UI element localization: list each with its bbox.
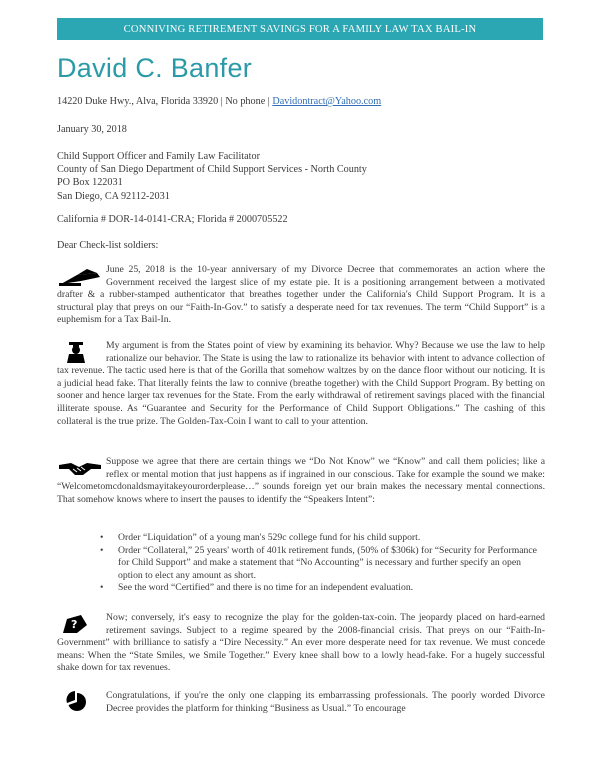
paragraph-text: Congratulations, if you're the only one clapping its embarrassing professionals. The poorly worded Divorce Decree provides the platform for thinking “Business as Usual.” To encourage bbox=[106, 690, 545, 714]
paragraph-text: My argument is from the States point of view by examining its behavior. Why? Because we use the law to help rationalize our behavior. The State is using the law to rationalize its behavior with intent to advance collection of tax revenue. The tactic used here is that of the Gorilla that somehow waltzes by on the dance floor without our noticing. It is a judicial head fake. That literally feints the law to connive (breathe together) with the Child Support Program. By betting on sooner and hence larger tax revenues for the State. From the early withdrawal of retirement savings placed with the financial illiterate spouse. As “Guarantee and Security for the Performance of Child Support Obligations.” The cashing of this collateral is the true prize. The Golden-Tax-Coin I want to call to your attention. bbox=[57, 340, 545, 427]
handshake-icon bbox=[57, 457, 103, 479]
author-address: 14220 Duke Hwy., Alva, Florida 33920 | No phone | bbox=[57, 96, 273, 107]
pie-chart-icon bbox=[57, 691, 103, 713]
question-icon bbox=[57, 613, 103, 635]
judge-icon bbox=[57, 341, 103, 363]
recipient-line: Child Support Officer and Family Law Facilitator bbox=[57, 151, 260, 162]
recipient-line: San Diego, CA 92112-2031 bbox=[57, 190, 170, 202]
gavel-icon bbox=[57, 265, 103, 287]
list-item: • Order “Liquidation” of a young man's 529c college fund for his child support. bbox=[118, 532, 544, 545]
paragraph-text: June 25, 2018 is the 10-year anniversary of my Divorce Decree that commemorates an action where the Government received the largest slice of my estate pie. It is a positioning arrangement between a motivated drafter & a rubber-stamped authenticator that breathes together under the California's Child Support Program. It is a structural play that preys on our “Faith-In-Gov.” to satisfy a desperate need for tax revenues. The term “Child Support” is a euphemism for a Tax Bail-In. bbox=[57, 264, 545, 326]
email-link[interactable]: Davidontract@Yahoo.com bbox=[272, 96, 382, 107]
recipient-line: County of San Diego Department of Child Support Services - North County bbox=[57, 164, 367, 176]
paragraph bbox=[57, 340, 545, 428]
paragraph bbox=[57, 690, 545, 715]
bullet-list bbox=[118, 532, 544, 595]
svg-text:?: ? bbox=[71, 618, 78, 631]
paragraph bbox=[57, 456, 545, 506]
contact-line bbox=[57, 96, 381, 107]
paragraph-text: Now; conversely, it's easy to recognize the play for the golden-tax-coin. The jeopardy placed on hard-earned retirement savings. Subject to a regime speared by the 2008-financial crisis. That preys on our “Faith-In-Government” with brilliance to satisfy a “Dire Necessity.” An ever more desperate need for tax revenue. We must concede means: When the “State Smiles, we Smile Together.” Every knee shall bow to a lowly head-fake. For a hugely successful shake down for tax revenues. bbox=[57, 612, 545, 674]
header-banner: CONNIVING RETIREMENT SAVINGS FOR A FAMILY LAW TAX BAIL-IN bbox=[57, 18, 543, 40]
paragraph bbox=[57, 612, 545, 675]
paragraph-text: Suppose we agree that there are certain things we “Do Not Know” we “Know” and call them policies; like a reflex or mental motion that just happens as if ingrained in our conscious. Take for example the sound we make: “Welcometomcdonaldsmayitakeyourorderplease…” sounds foreign yet our brain makes the necessary mental connections. That somehow knows where to insert the pauses to identify the “Speakers Intent”: bbox=[57, 456, 545, 505]
recipient-address bbox=[57, 150, 367, 203]
list-item: • Order “Collateral,” 25 years' worth of 401k retirement funds, (50% of $306k) for “Security for Performance for Child Support” and make a statement that “No Accounting” is necessary and further specify an open option to elect any amount as short. bbox=[118, 545, 544, 583]
list-item: • See the word “Certified” and there is no time for an independent evaluation. bbox=[118, 582, 544, 595]
salutation: Dear Check-list soldiers: bbox=[57, 240, 159, 251]
paragraph bbox=[57, 264, 545, 327]
letter-date: January 30, 2018 bbox=[57, 124, 127, 135]
recipient-line: PO Box 122031 bbox=[57, 177, 123, 189]
author-name: David C. Banfer bbox=[57, 53, 253, 83]
case-reference: California # DOR-14-0141-CRA; Florida # 2000705522 bbox=[57, 214, 288, 225]
